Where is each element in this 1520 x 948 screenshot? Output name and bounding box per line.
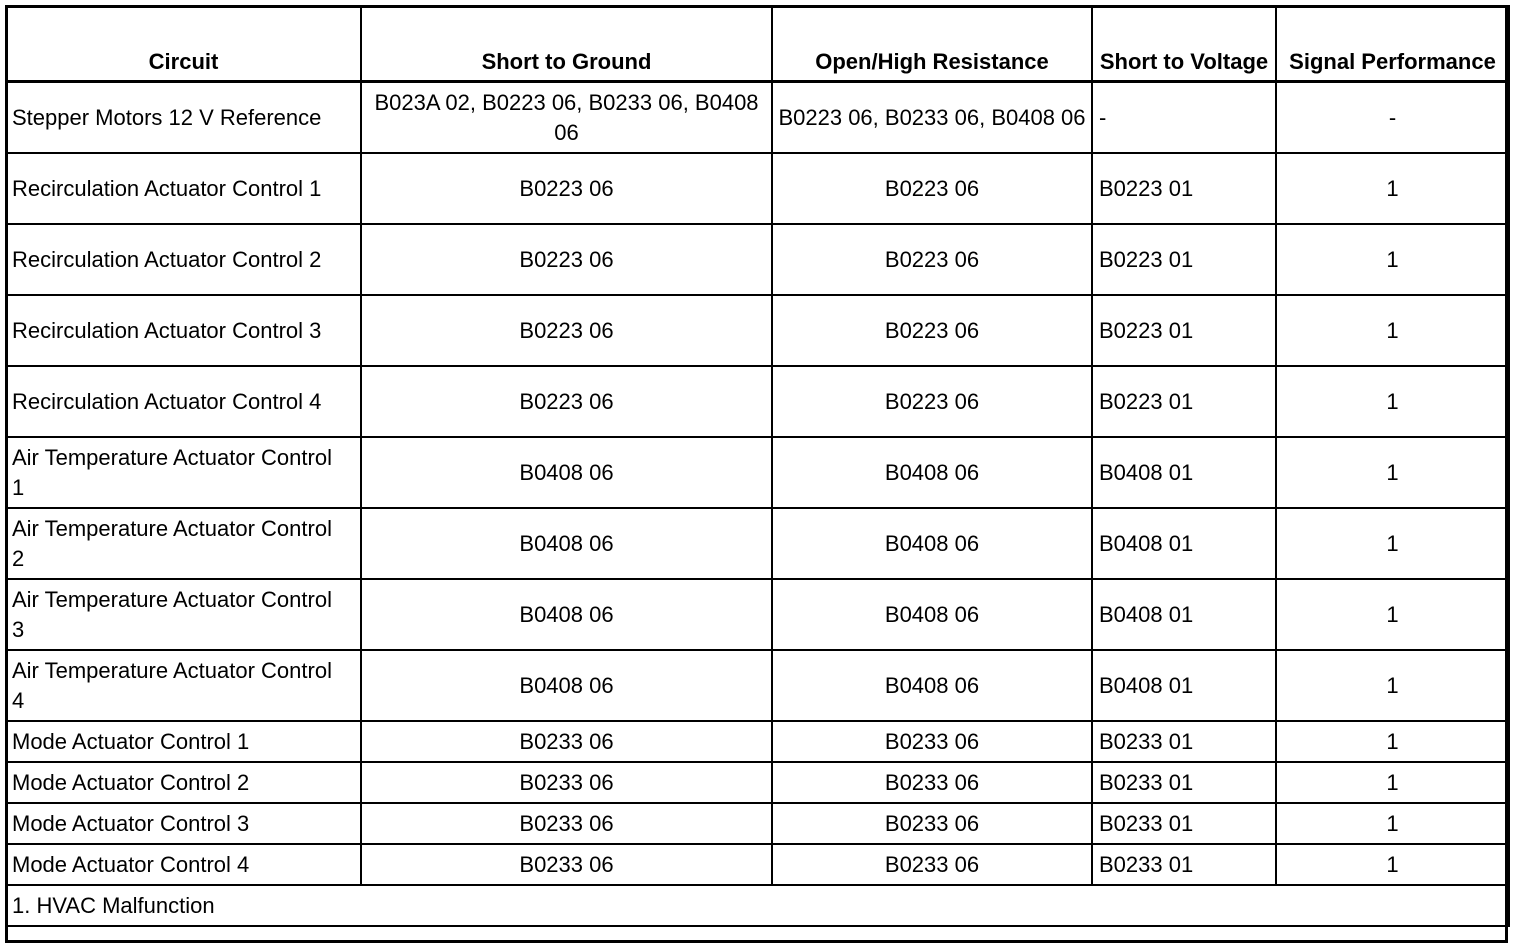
- signal-performance-cell: 1: [1276, 508, 1509, 579]
- short-to-voltage-cell: B0408 01: [1092, 508, 1276, 579]
- column-header-circuit: Circuit: [6, 6, 361, 82]
- short-to-ground-cell: B0233 06: [361, 762, 772, 803]
- circuit-cell: Mode Actuator Control 3: [6, 803, 361, 844]
- open-high-resistance-cell: B0223 06: [772, 224, 1092, 295]
- signal-performance-cell: 1: [1276, 803, 1509, 844]
- signal-performance-cell: 1: [1276, 437, 1509, 508]
- open-high-resistance-cell: B0233 06: [772, 762, 1092, 803]
- circuit-cell: Air Temperature Actuator Control 1: [6, 437, 361, 508]
- signal-performance-cell: 1: [1276, 650, 1509, 721]
- dtc-circuit-table: [5, 5, 1510, 927]
- open-high-resistance-cell: B0233 06: [772, 803, 1092, 844]
- signal-performance-cell: 1: [1276, 762, 1509, 803]
- footnote: 1. HVAC Malfunction: [6, 885, 1509, 926]
- short-to-voltage-cell: B0233 01: [1092, 844, 1276, 885]
- open-high-resistance-cell: B0233 06: [772, 721, 1092, 762]
- circuit-cell: Recirculation Actuator Control 4: [6, 366, 361, 437]
- circuit-cell: Air Temperature Actuator Control 3: [6, 579, 361, 650]
- column-header-short-to-voltage: Short to Voltage: [1092, 6, 1276, 82]
- circuit-cell: Stepper Motors 12 V Reference: [6, 82, 361, 154]
- short-to-voltage-cell: B0233 01: [1092, 803, 1276, 844]
- short-to-ground-cell: B0223 06: [361, 295, 772, 366]
- footnote-row: [6, 885, 1509, 926]
- open-high-resistance-cell: B0408 06: [772, 579, 1092, 650]
- short-to-ground-cell: B0408 06: [361, 437, 772, 508]
- short-to-voltage-cell: B0223 01: [1092, 295, 1276, 366]
- signal-performance-cell: 1: [1276, 844, 1509, 885]
- signal-performance-cell: 1: [1276, 721, 1509, 762]
- circuit-cell: Mode Actuator Control 2: [6, 762, 361, 803]
- circuit-cell: Air Temperature Actuator Control 4: [6, 650, 361, 721]
- table-row: [6, 579, 1509, 650]
- short-to-voltage-cell: B0408 01: [1092, 579, 1276, 650]
- table-row: [6, 844, 1509, 885]
- short-to-ground-cell: B0408 06: [361, 650, 772, 721]
- open-high-resistance-cell: B0223 06: [772, 153, 1092, 224]
- short-to-ground-cell: B0233 06: [361, 844, 772, 885]
- circuit-cell: Recirculation Actuator Control 1: [6, 153, 361, 224]
- table-row: [6, 437, 1509, 508]
- column-header-short-to-ground: Short to Ground: [361, 6, 772, 82]
- short-to-ground-cell: B023A 02, B0223 06, B0233 06, B0408 06: [361, 82, 772, 154]
- signal-performance-cell: -: [1276, 82, 1509, 154]
- signal-performance-cell: 1: [1276, 579, 1509, 650]
- short-to-ground-cell: B0223 06: [361, 224, 772, 295]
- circuit-cell: Recirculation Actuator Control 3: [6, 295, 361, 366]
- short-to-voltage-cell: B0223 01: [1092, 366, 1276, 437]
- table-row: [6, 153, 1509, 224]
- short-to-voltage-cell: B0223 01: [1092, 153, 1276, 224]
- open-high-resistance-cell: B0223 06, B0233 06, B0408 06: [772, 82, 1092, 154]
- open-high-resistance-cell: B0408 06: [772, 437, 1092, 508]
- short-to-voltage-cell: -: [1092, 82, 1276, 154]
- short-to-voltage-cell: B0408 01: [1092, 650, 1276, 721]
- table-row: [6, 82, 1509, 154]
- table-row: [6, 224, 1509, 295]
- header-row: [6, 6, 1509, 82]
- open-high-resistance-cell: B0408 06: [772, 508, 1092, 579]
- open-high-resistance-cell: B0408 06: [772, 650, 1092, 721]
- open-high-resistance-cell: B0223 06: [772, 295, 1092, 366]
- circuit-cell: Recirculation Actuator Control 2: [6, 224, 361, 295]
- signal-performance-cell: 1: [1276, 224, 1509, 295]
- short-to-voltage-cell: B0233 01: [1092, 721, 1276, 762]
- circuit-cell: Mode Actuator Control 1: [6, 721, 361, 762]
- table-row: [6, 366, 1509, 437]
- short-to-ground-cell: B0223 06: [361, 153, 772, 224]
- short-to-voltage-cell: B0233 01: [1092, 762, 1276, 803]
- signal-performance-cell: 1: [1276, 366, 1509, 437]
- table-row: [6, 721, 1509, 762]
- short-to-ground-cell: B0408 06: [361, 579, 772, 650]
- open-high-resistance-cell: B0233 06: [772, 844, 1092, 885]
- open-high-resistance-cell: B0223 06: [772, 366, 1092, 437]
- table-row: [6, 508, 1509, 579]
- column-header-signal-performance: Signal Performance: [1276, 6, 1509, 82]
- table-row: [6, 650, 1509, 721]
- circuit-cell: Mode Actuator Control 4: [6, 844, 361, 885]
- table-row: [6, 803, 1509, 844]
- short-to-voltage-cell: B0408 01: [1092, 437, 1276, 508]
- table-row: [6, 762, 1509, 803]
- short-to-ground-cell: B0223 06: [361, 366, 772, 437]
- circuit-cell: Air Temperature Actuator Control 2: [6, 508, 361, 579]
- short-to-voltage-cell: B0223 01: [1092, 224, 1276, 295]
- short-to-ground-cell: B0233 06: [361, 803, 772, 844]
- short-to-ground-cell: B0408 06: [361, 508, 772, 579]
- column-header-open-high-resistance: Open/High Resistance: [772, 6, 1092, 82]
- short-to-ground-cell: B0233 06: [361, 721, 772, 762]
- table-row: [6, 295, 1509, 366]
- signal-performance-cell: 1: [1276, 153, 1509, 224]
- signal-performance-cell: 1: [1276, 295, 1509, 366]
